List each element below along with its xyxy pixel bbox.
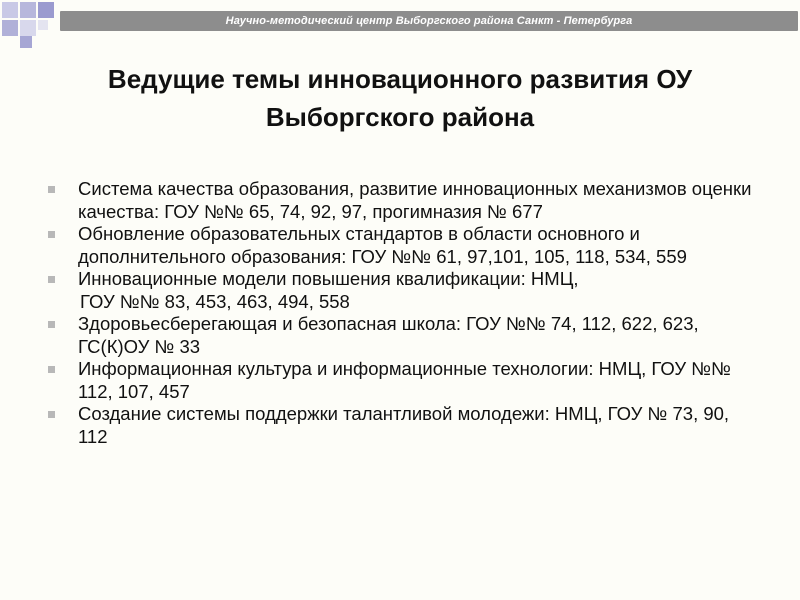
square-bullet-icon — [48, 366, 55, 373]
list-item — [48, 313, 758, 358]
list-item — [48, 178, 758, 223]
list-item-text: Здоровьесберегающая и безопасная школа: ГОУ №№ 74, 112, 622, 623, ГС(К)ОУ № 33 — [78, 313, 699, 357]
list-item-text: Создание системы поддержки талантливой молодежи: НМЦ, ГОУ № 73, 90, 112 — [78, 403, 730, 447]
square-bullet-icon — [48, 186, 55, 193]
square-bullet-icon — [48, 411, 55, 418]
decorative-square — [20, 20, 36, 36]
bullet-list — [48, 178, 758, 448]
decorative-square — [20, 36, 32, 48]
decorative-square — [20, 2, 36, 18]
decorative-square — [38, 20, 48, 30]
list-item-continuation — [48, 291, 758, 314]
decorative-square — [38, 2, 54, 18]
square-bullet-icon — [48, 321, 55, 328]
list-item-text: Обновление образовательных стандартов в области основного и дополнительного образования: ГОУ №№ 61, 97,101, 105, 118, 534, 559 — [78, 223, 687, 267]
list-item-text: ГОУ №№ 83, 453, 463, 494, 558 — [80, 290, 350, 312]
list-item-text: Инновационные модели повышения квалификации: НМЦ, — [78, 268, 579, 289]
list-item — [48, 223, 758, 268]
list-item — [48, 358, 758, 403]
decorative-square — [2, 20, 18, 36]
square-bullet-icon — [48, 276, 55, 283]
list-item — [48, 403, 758, 448]
list-item-text: Система качества образования, развитие инновационных механизмов оценки качества: ГОУ №№ 65, 74, 92, 97, прогимназия № 677 — [78, 178, 752, 222]
decorative-squares — [0, 0, 60, 50]
decorative-square — [2, 2, 18, 18]
list-item-text: Информационная культура и информационные технологии: НМЦ, ГОУ №№ 112, 107, 457 — [78, 358, 731, 402]
header-text: Научно-методический центр Выборгского района Санкт - Петербурга — [225, 15, 633, 27]
list-item — [48, 268, 758, 291]
square-bullet-icon — [48, 231, 55, 238]
slide-title: Ведущие темы инновационного развития ОУ Выборгского района — [107, 64, 693, 132]
